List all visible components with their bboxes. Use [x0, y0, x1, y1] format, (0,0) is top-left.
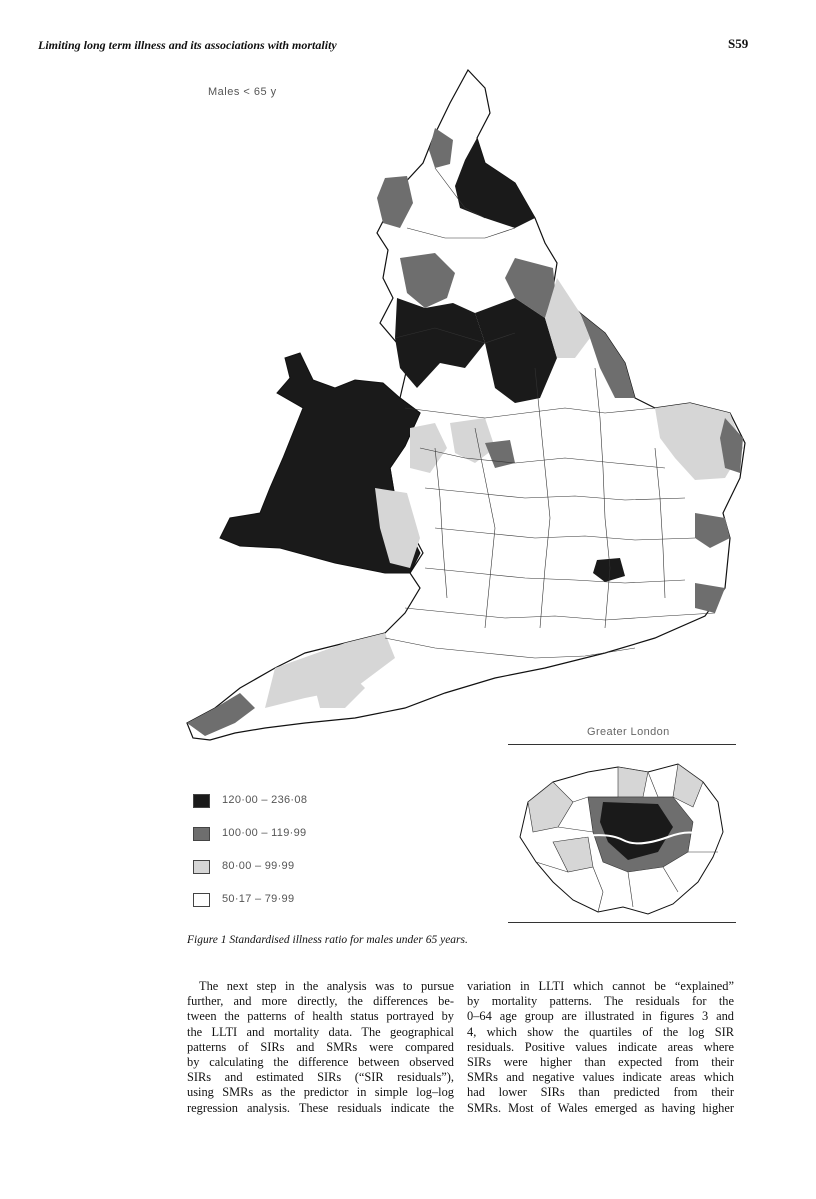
text-line: 4, which show the quartiles of the log SIR — [467, 1024, 734, 1039]
text-line: 0–64 age group are illustrated in figures 3 and — [467, 1009, 734, 1024]
text-line: SMRs. Most of Wales emerged as having higher — [467, 1100, 734, 1115]
legend-swatch — [193, 860, 210, 874]
panel-label: Males < 65 y — [208, 86, 277, 98]
inset-bottom-rule — [508, 922, 736, 923]
legend-swatch — [193, 827, 210, 841]
text-line: patterns of SIRs and SMRs were compared — [187, 1039, 454, 1054]
text-line: regression analysis. These residuals indicate the — [187, 1100, 454, 1115]
text-line: the LLTI and mortality data. The geographical — [187, 1024, 454, 1039]
legend-label: 80·00 – 99·99 — [222, 860, 295, 872]
greater-london-map — [508, 742, 736, 924]
text-line: by calculating the difference between observed — [187, 1055, 454, 1070]
body-column-right — [467, 979, 734, 1116]
legend-label: 100·00 – 119·99 — [222, 827, 307, 839]
inset-title: Greater London — [587, 726, 670, 738]
text-line: The next step in the analysis was to pursue — [199, 979, 454, 993]
london-light-north — [618, 767, 648, 797]
figure-caption: Figure 1 Standardised illness ratio for males under 65 years. — [187, 934, 468, 946]
text-line: residuals. Positive values indicate areas where — [467, 1039, 734, 1054]
text-line: had lower SIRs than predicted from their — [467, 1085, 734, 1100]
body-column-left — [187, 979, 454, 1116]
england-wales-map — [185, 68, 750, 748]
text-line: tween the patterns of health status portrayed by — [187, 1009, 454, 1024]
text-line: using SMRs as the predictor in simple log–log — [187, 1085, 454, 1100]
legend-swatch — [193, 893, 210, 907]
text-line: variation in LLTI which cannot be “explained” — [467, 979, 734, 993]
text-line: by mortality patterns. The residuals for the — [467, 994, 734, 1009]
legend-label: 50·17 – 79·99 — [222, 893, 295, 905]
text-line: SIRs were higher than expected from their — [467, 1055, 734, 1070]
page-number: S59 — [728, 36, 749, 51]
text-line: SMRs and negative values indicate areas which — [467, 1070, 734, 1085]
legend-label: 120·00 – 236·08 — [222, 794, 308, 806]
text-line: further, and more directly, the differences be- — [187, 994, 454, 1009]
legend-swatch — [193, 794, 210, 808]
text-line: SIRs and estimated SIRs (“SIR residuals”), — [187, 1070, 454, 1085]
running-title: Limiting long term illness and its associations with mortality — [38, 38, 337, 52]
grey-area-kent — [695, 583, 725, 613]
